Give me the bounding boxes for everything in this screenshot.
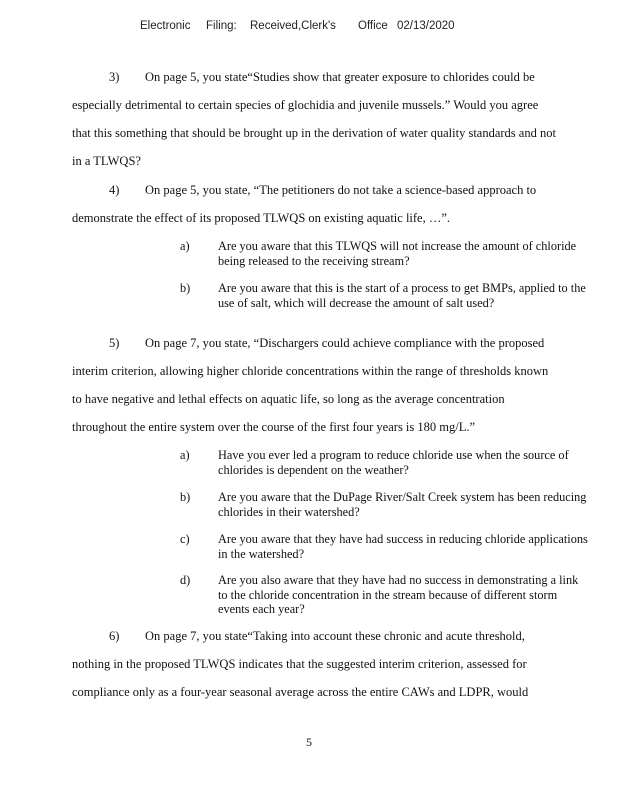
header-date: 02/13/2020 (397, 20, 455, 32)
question-text-line: demonstrate the effect of its proposed TLWQS on existing aquatic life, …”. (72, 211, 451, 225)
sub-question-letter: b) (180, 490, 191, 504)
question-number: 6) (109, 629, 120, 643)
question-text-line: nothing in the proposed TLWQS indicates that the suggested interim criterion, assessed for (72, 657, 527, 671)
question-text-line: On page 5, you state, “The petitioners do not take a science-based approach to (145, 183, 537, 197)
question-number: 5) (109, 336, 120, 350)
question-text-line: that this something that should be brought up in the derivation of water quality standards and not (72, 126, 556, 140)
question-number: 3) (109, 70, 120, 84)
sub-question-text: Are you aware that the DuPage River/Salt Creek system has been reducing chlorides in their watershed? (218, 490, 587, 519)
header-office: Office (358, 20, 388, 32)
question-text-line: On page 7, you state, “Dischargers could achieve compliance with the proposed (145, 336, 545, 350)
question-text-line: to have negative and lethal effects on aquatic life, so long as the average concentration (72, 392, 505, 406)
question-6 (72, 622, 604, 706)
question-text-line: On page 7, you state“Taking into account these chronic and acute threshold, (145, 629, 525, 643)
header-filing: Filing: (206, 20, 237, 32)
question-text-line: in a TLWQS? (72, 154, 141, 168)
sub-question-text: Are you aware that this is the start of a process to get BMPs, applied to the use of salt, which will decrease the amount of salt used? (218, 281, 586, 310)
sub-question-letter: c) (180, 532, 190, 546)
question-5 (72, 329, 604, 441)
sub-question-text: Are you aware that this TLWQS will not increase the amount of chloride being released to the receiving stream? (218, 239, 577, 268)
sub-question-letter: a) (180, 448, 190, 462)
question-text-line: throughout the entire system over the course of the first four years is 180 mg/L.” (72, 420, 476, 434)
sub-question-letter: b) (180, 281, 191, 295)
question-text-line: interim criterion, allowing higher chloride concentrations within the range of thresholds known (72, 364, 549, 378)
page-number: 5 (306, 735, 312, 749)
sub-question-text: Are you aware that they have had success in reducing chloride applications in the watershed? (218, 532, 588, 561)
sub-question-text: Have you ever led a program to reduce chloride use when the source of chlorides is dependent on the weather? (218, 448, 569, 477)
header-received: Received,Clerk's (250, 20, 336, 32)
sub-question-letter: a) (180, 239, 190, 253)
question-text-line: On page 5, you state“Studies show that greater exposure to chlorides could be (145, 70, 535, 84)
question-3 (72, 63, 604, 175)
question-number: 4) (109, 183, 120, 197)
sub-question-letter: d) (180, 573, 191, 587)
sub-question-text: Are you also aware that they have had no success in demonstrating a link to the chloride concentration in the stream because of different storm events each year? (218, 573, 579, 616)
question-text-line: compliance only as a four-year seasonal average across the entire CAWs and LDPR, would (72, 685, 529, 699)
header-electronic: Electronic (140, 20, 191, 32)
question-text-line: especially detrimental to certain species of glochidia and juvenile mussels.” Would you agree (72, 98, 539, 112)
question-4 (72, 176, 604, 232)
